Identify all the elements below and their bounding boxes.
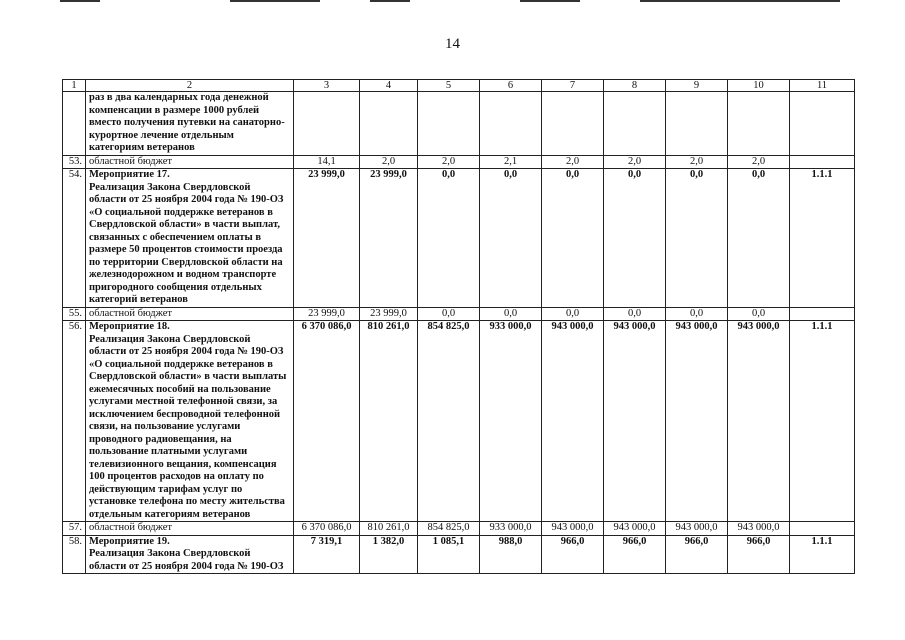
- amount-cell: 23 999,0: [294, 307, 360, 321]
- amount-cell: [666, 92, 728, 156]
- budget-source: областной бюджет: [86, 522, 294, 536]
- column-number-2: 2: [86, 80, 294, 92]
- amount-cell: [480, 92, 542, 156]
- column-number-10: 10: [728, 80, 790, 92]
- column-number-1: 1: [63, 80, 86, 92]
- table-row: [63, 522, 855, 536]
- column-number-3: 3: [294, 80, 360, 92]
- amount-cell: 23 999,0: [360, 307, 418, 321]
- amount-cell: 0,0: [728, 307, 790, 321]
- target-code: [790, 522, 855, 536]
- amount-cell: 854 825,0: [418, 321, 480, 522]
- row-number: 53.: [63, 155, 86, 169]
- amount-cell: 933 000,0: [480, 321, 542, 522]
- column-number-11: 11: [790, 80, 855, 92]
- measure-description: Мероприятие 18. Реализация Закона Свердловской области от 25 ноября 2004 года № 190-ОЗ «О социальной поддержке ветеранов в Свердловской области» в части выплаты ежемесячных пособий на пользование услугами местной телефонной связи, за исключением беспроводной телефонной связи, на пользование услугами проводного радиовещания, на пользование платными услугами телевизионного вещания, компенсация 100 процентов расходов на оплату по действующим тарифам услуг по установке телефона по месту жительства отдельным категориям ветеранов: [86, 321, 294, 522]
- amount-cell: [360, 92, 418, 156]
- amount-cell: 966,0: [728, 535, 790, 574]
- amount-cell: 6 370 086,0: [294, 321, 360, 522]
- table-row: [63, 169, 855, 308]
- amount-cell: 2,0: [666, 155, 728, 169]
- amount-cell: 0,0: [666, 169, 728, 308]
- target-code: [790, 307, 855, 321]
- amount-cell: 943 000,0: [542, 522, 604, 536]
- budget-table: [62, 79, 855, 574]
- amount-cell: 0,0: [480, 169, 542, 308]
- column-number-8: 8: [604, 80, 666, 92]
- column-numbers-row: [63, 80, 855, 92]
- table-row: [63, 321, 855, 522]
- amount-cell: [418, 92, 480, 156]
- target-code: [790, 155, 855, 169]
- amount-cell: 2,1: [480, 155, 542, 169]
- column-number-9: 9: [666, 80, 728, 92]
- amount-cell: 943 000,0: [666, 522, 728, 536]
- amount-cell: 0,0: [542, 307, 604, 321]
- target-code: 1.1.1: [790, 535, 855, 574]
- amount-cell: 2,0: [604, 155, 666, 169]
- amount-cell: 23 999,0: [294, 169, 360, 308]
- amount-cell: 854 825,0: [418, 522, 480, 536]
- amount-cell: 0,0: [604, 307, 666, 321]
- table-row: [63, 535, 855, 574]
- amount-cell: 0,0: [666, 307, 728, 321]
- amount-cell: 810 261,0: [360, 522, 418, 536]
- amount-cell: 0,0: [480, 307, 542, 321]
- budget-source: областной бюджет: [86, 155, 294, 169]
- amount-cell: 2,0: [728, 155, 790, 169]
- target-code: 1.1.1: [790, 321, 855, 522]
- amount-cell: 943 000,0: [728, 321, 790, 522]
- column-number-4: 4: [360, 80, 418, 92]
- row-number: 55.: [63, 307, 86, 321]
- amount-cell: 2,0: [418, 155, 480, 169]
- amount-cell: [294, 92, 360, 156]
- amount-cell: 6 370 086,0: [294, 522, 360, 536]
- amount-cell: 1 382,0: [360, 535, 418, 574]
- budget-source: областной бюджет: [86, 307, 294, 321]
- row-number: 56.: [63, 321, 86, 522]
- measure-description: Мероприятие 19. Реализация Закона Свердловской области от 25 ноября 2004 года № 190-ОЗ: [86, 535, 294, 574]
- amount-cell: 943 000,0: [542, 321, 604, 522]
- column-number-7: 7: [542, 80, 604, 92]
- row-number: 58.: [63, 535, 86, 574]
- amount-cell: 933 000,0: [480, 522, 542, 536]
- amount-cell: 0,0: [418, 169, 480, 308]
- amount-cell: 943 000,0: [666, 321, 728, 522]
- target-code: 1.1.1: [790, 169, 855, 308]
- measure-description: Мероприятие 17. Реализация Закона Свердловской области от 25 ноября 2004 года № 190-ОЗ «О социальной поддержке ветеранов в Свердловской области» в части выплат, связанных с обеспечением оплаты в размере 50 процентов стоимости проезда по территории Свердловской области на железнодорожном и водном транспорте пригородного сообщения отдельных категорий ветеранов: [86, 169, 294, 308]
- amount-cell: 943 000,0: [728, 522, 790, 536]
- amount-cell: 0,0: [604, 169, 666, 308]
- row-number: [63, 92, 86, 156]
- column-number-6: 6: [480, 80, 542, 92]
- amount-cell: 966,0: [542, 535, 604, 574]
- table-row: [63, 307, 855, 321]
- amount-cell: [604, 92, 666, 156]
- target-code: [790, 92, 855, 156]
- amount-cell: 966,0: [666, 535, 728, 574]
- amount-cell: [728, 92, 790, 156]
- table-row: [63, 155, 855, 169]
- amount-cell: 988,0: [480, 535, 542, 574]
- amount-cell: 0,0: [542, 169, 604, 308]
- amount-cell: 0,0: [728, 169, 790, 308]
- amount-cell: 810 261,0: [360, 321, 418, 522]
- amount-cell: 14,1: [294, 155, 360, 169]
- amount-cell: 2,0: [360, 155, 418, 169]
- amount-cell: 943 000,0: [604, 321, 666, 522]
- column-number-5: 5: [418, 80, 480, 92]
- amount-cell: 943 000,0: [604, 522, 666, 536]
- table-row: [63, 92, 855, 156]
- amount-cell: 2,0: [542, 155, 604, 169]
- amount-cell: 966,0: [604, 535, 666, 574]
- amount-cell: [542, 92, 604, 156]
- measure-description: раз в два календарных года денежной компенсации в размере 1000 рублей вместо получения путевки на санаторно- курортное лечение отдельным категориям ветеранов: [86, 92, 294, 156]
- amount-cell: 1 085,1: [418, 535, 480, 574]
- row-number: 54.: [63, 169, 86, 308]
- page-number: 14: [445, 36, 460, 52]
- scan-top-edge: [0, 0, 905, 3]
- amount-cell: 7 319,1: [294, 535, 360, 574]
- row-number: 57.: [63, 522, 86, 536]
- amount-cell: 23 999,0: [360, 169, 418, 308]
- amount-cell: 0,0: [418, 307, 480, 321]
